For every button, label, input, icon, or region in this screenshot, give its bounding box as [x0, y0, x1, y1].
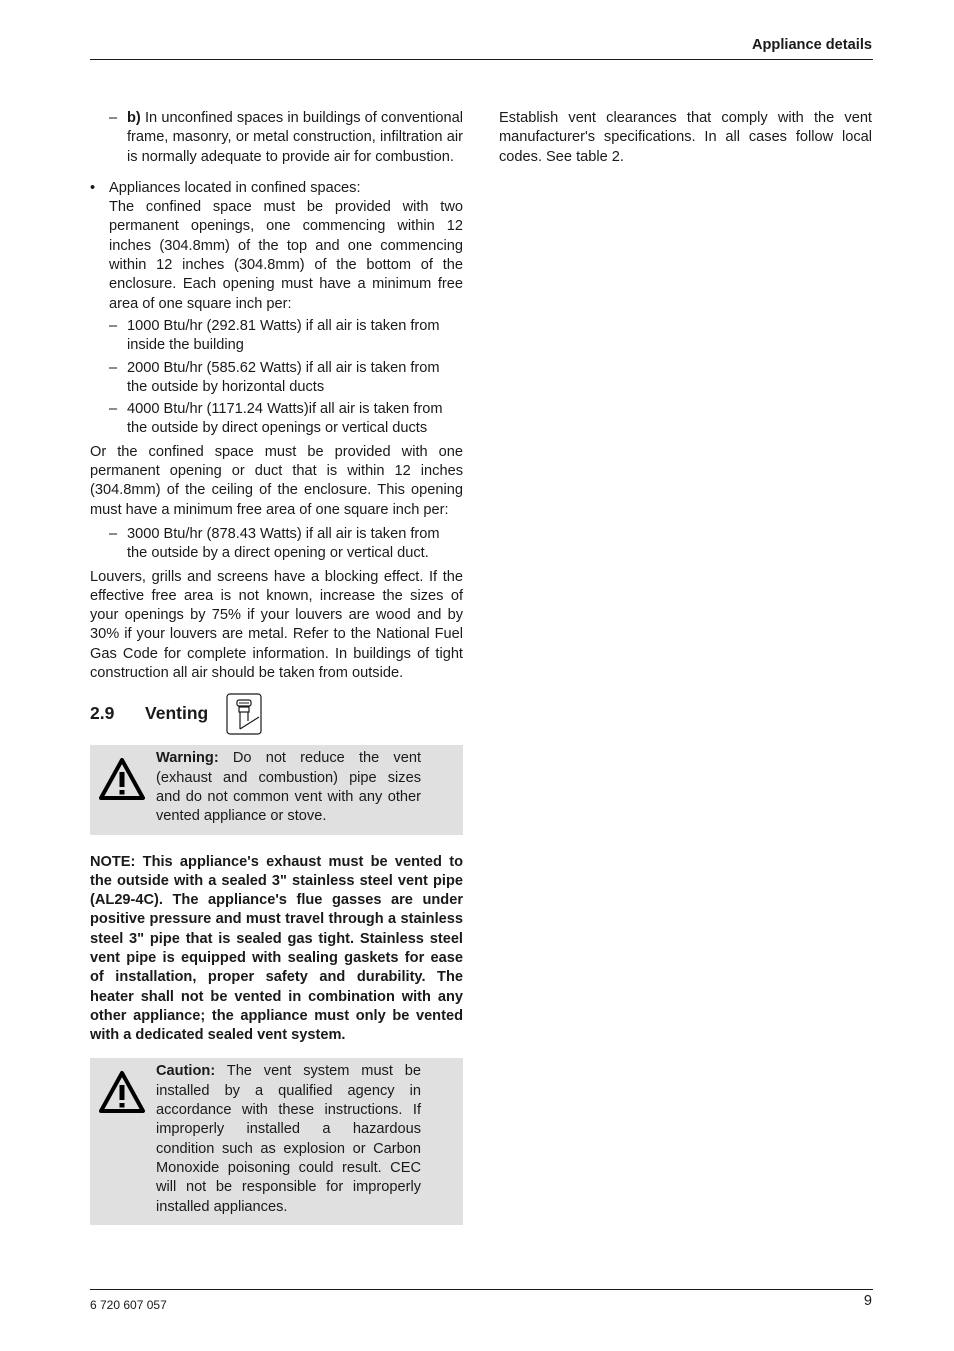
bullet-marker: •	[90, 179, 96, 196]
list-item: – 2000 Btu/hr (585.62 Watts) if all air is taken from the outside by horizontal ducts	[109, 359, 440, 395]
caution-label: Caution:	[156, 1063, 216, 1080]
list-item-b	[90, 109, 463, 167]
page-number: 9	[863, 1293, 872, 1309]
warning-label: Warning:	[156, 750, 219, 767]
dash-marker: –	[109, 110, 118, 126]
caution-box	[90, 1058, 463, 1224]
bullet-title: Appliances located in confined spaces:	[109, 179, 361, 196]
warning-triangle-icon	[98, 757, 146, 801]
bullet-confined-spaces	[90, 179, 463, 439]
paragraph-confined-or: Or the confined space must be provided with one permanent opening or duct that is within 12 inches (304.8mm) of the ceiling of the enclosure. This opening must have a minimum free area of one square inch per:	[90, 443, 463, 518]
header-rule	[90, 59, 873, 60]
warning-text: Do not reduce the vent (exhaust and combustion) pipe sizes and do not common vent with any other vented appliance or stove.	[156, 750, 422, 825]
document-number: 6 720 607 057	[90, 1298, 167, 1312]
list-item-3000: – 3000 Btu/hr (878.43 Watts) if all air is taken from the outside by a direct opening or vertical duct.	[109, 525, 440, 562]
section-title: Venting	[145, 703, 209, 724]
bullet-text: The confined space must be provided with two permanent openings, one commencing within 12 inches (304.8mm) of the top and one commencing within 12 inches (304.8mm) of the bottom of the enclosure. Each opening must have a minimum free area of one square inch per:	[109, 199, 463, 312]
caution-text: The vent system must be installed by a qualified agency in accordance with these instructions. If improperly installed a hazardous condition such as explosion or Carbon Monoxide poisoning could result. CEC will not be responsible for improperly installed appliances.	[156, 1063, 421, 1215]
section-heading	[90, 693, 463, 741]
left-column	[90, 109, 463, 1225]
paragraph-vent-clearances: Establish vent clearances that comply with the vent manufacturer's specifications. In all cases follow local codes. See table 2.	[499, 110, 872, 165]
footer-rule	[90, 1289, 873, 1290]
warning-box	[90, 745, 463, 834]
warning-triangle-icon	[98, 1070, 146, 1114]
running-header: Appliance details	[751, 37, 872, 53]
list-item: – 4000 Btu/hr (1171.24 Watts)if all air is taken from the outside by direct openings or vertical ducts	[109, 401, 443, 437]
vent-pipe-icon	[226, 693, 262, 735]
venting-note: NOTE: This appliance's exhaust must be vented to the outside with a sealed 3" stainless steel vent pipe (AL29-4C). The appliance's flue gasses are under positive pressure and must travel through a stainless steel 3" pipe that is sealed gas tight. Stainless steel vent pipe is equipped with sealing gaskets for ease of installation, proper safety and durability. The heater shall not be vented in combination with any other appliance; the appliance must only be vented with a dedicated sealed vent system.	[90, 853, 463, 1044]
item-b-label: b)	[127, 110, 141, 126]
list-item: – 1000 Btu/hr (292.81 Watts) if all air is taken from inside the building	[109, 317, 440, 354]
item-b-text: In unconfined spaces in buildings of conventional frame, masonry, or metal construction, infiltration air is normally adequate to provide air for combustion.	[127, 110, 463, 165]
right-column	[499, 109, 872, 167]
section-number: 2.9	[90, 703, 115, 724]
paragraph-louvers: Louvers, grills and screens have a blocking effect. If the effective free area is not known, increase the sizes of your openings by 75% if your louvers are wood and by 30% if your louvers are metal. Refer to the National Fuel Gas Code for complete information. In buildings of tight construction all air should be taken from outside.	[90, 568, 463, 682]
